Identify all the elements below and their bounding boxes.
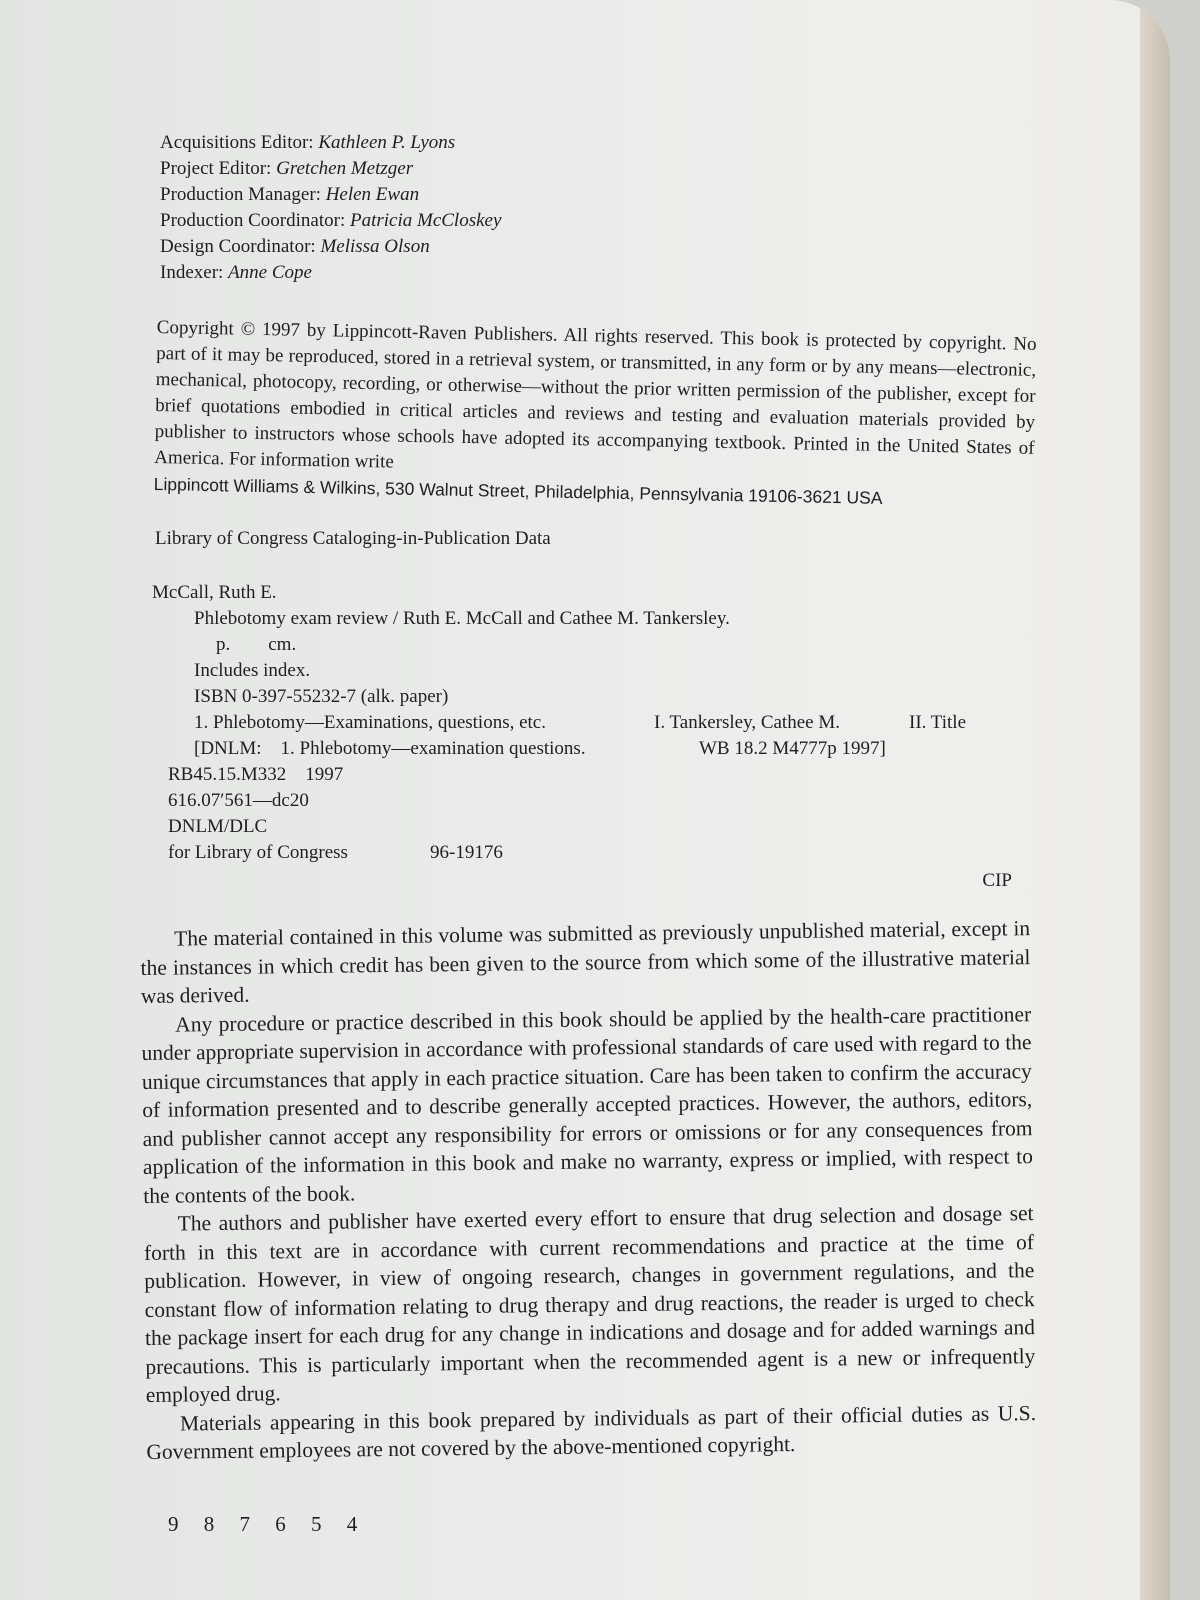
publisher-address: Lippincott Williams & Wilkins, 530 Walnut Street, Philadelphia, Pennsylvania 19106-3621 USA [153,473,883,508]
disclaimer-text [140,914,1037,1466]
editorial-credits [160,130,501,286]
cip-heading: Library of Congress Cataloging-in-Publication Data [155,528,551,549]
paragraph: Materials appearing in this book prepared by individuals as part of their official duties as U.S. Government employees are not covered by the above-mentioned copyright. [146,1400,1037,1464]
cip-dnlm: [DNLM: 1. Phlebotomy—examination questions. WB 18.2 M4777p 1997] [194,738,886,759]
cip-title: Phlebotomy exam review / Ruth E. McCall and Cathee M. Tankersley. [194,608,730,629]
cip-dewey: 616.07′561—dc20 [168,790,309,811]
credit-line: Production Coordinator: Patricia McCloskey [160,210,502,231]
credit-line: Acquisitions Editor: Kathleen P. Lyons [160,132,456,153]
cip-subjects: 1. Phlebotomy—Examinations, questions, etc. I. Tankersley, Cathee M. II. Title [194,712,967,733]
credit-line: Design Coordinator: Melissa Olson [160,236,430,257]
cip-index: Includes index. [194,660,311,681]
cip-lc-number: for Library of Congress 96-19176 [168,842,503,863]
credit-line: Project Editor: Gretchen Metzger [160,158,414,179]
cip-author: McCall, Ruth E. [152,582,277,603]
cip-lc-class: RB45.15.M332 1997 [168,764,344,785]
cip-pages: p. cm. [216,634,297,655]
cip-data-block [152,580,1012,894]
cip-dnlm-dlc: DNLM/DLC [168,816,268,837]
printing-number-line: 9 8 7 6 5 4 [168,1512,368,1536]
copyright-notice [154,315,1037,514]
credit-line: Production Manager: Helen Ewan [160,184,420,205]
paragraph: The material contained in this volume was submitted as previously unpublished material, except in the instances in which credit has been given to the source from which some of the illustrative material was derived. [140,916,1031,1008]
paragraph: The authors and publisher have exerted every effort to ensure that drug selection and dosage set forth in this text are in accordance with current recommendations and practice at the time of publication. However, in view of ongoing research, changes in government regulations, and the constant flow of information relating to drug therapy and drug reactions, the reader is urged to check the package insert for each drug for any change in indications and dosage and for added warnings and precautions. This is particularly important when the recommended agent is a new or infrequently employed drug. [143,1201,1036,1407]
page-edge [1140,0,1170,1600]
credit-line: Indexer: Anne Cope [160,262,312,283]
copyright-text: Copyright © 1997 by Lippincott-Raven Publishers. All rights reserved. This book is protected by copyright. No part of it may be reproduced, stored in a retrieval system, or transmitted, in any form or by any means—electronic, mechanical, photocopy, recording, or otherwise—without the prior written permission of the publisher, except for brief quotations embodied in critical articles and reviews and testing and evaluation materials provided by publisher to instructors whose schools have adopted its accompanying textbook. Printed in the United States of America. For information write [154,316,1037,473]
cip-isbn: ISBN 0-397-55232-7 (alk. paper) [194,686,449,707]
paragraph: Any procedure or practice described in this book should be applied by the health-care practitioner under appropriate supervision in accordance with professional standards of care used with regard to the unique circumstances that apply in each practice situation. Care has been taken to confirm the accuracy of information presented and to describe generally accepted practices. However, the authors, editors, and publisher cannot accept any responsibility for errors or omissions or for any consequences from application of the information in this book and make no warranty, express or implied, with respect to the contents of the book. [141,1001,1034,1208]
cip-mark: CIP [982,870,1012,891]
